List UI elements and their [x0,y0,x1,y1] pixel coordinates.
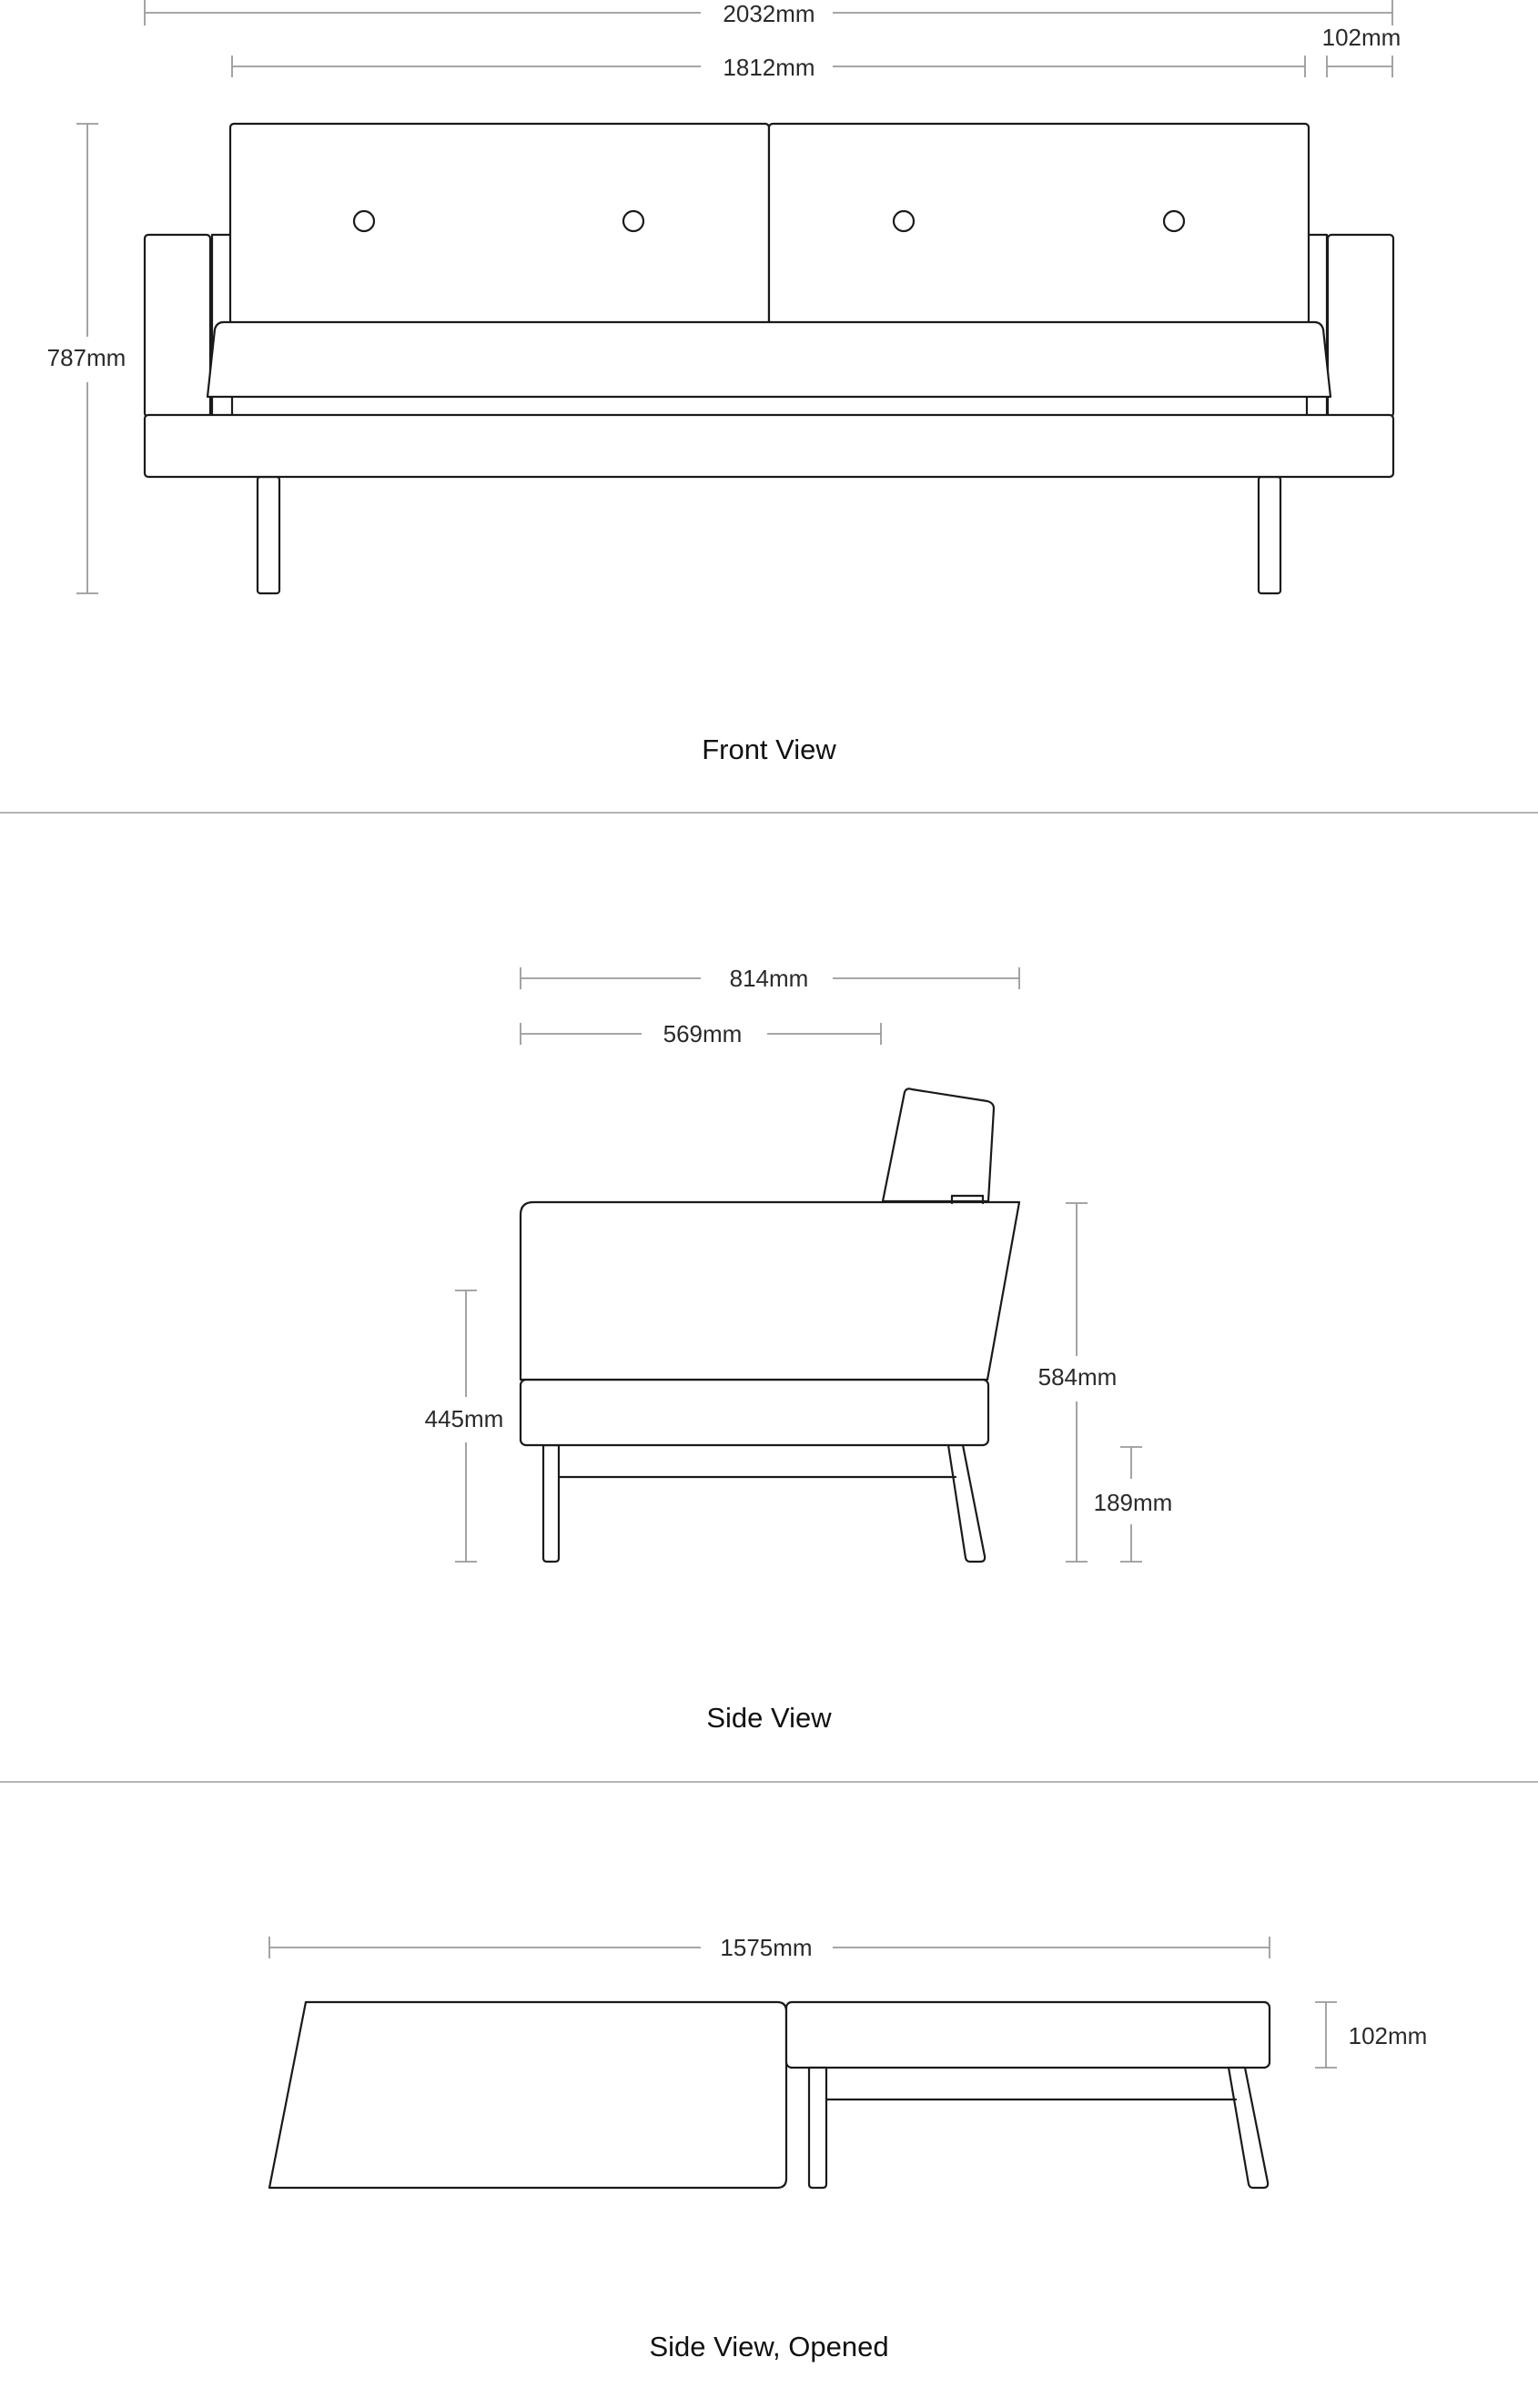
dim-seat-depth [521,1020,881,1047]
side-seat-base [521,1380,988,1445]
sofa-side-drawing [521,1088,1019,1562]
side-back-cushion [883,1088,994,1201]
dim-label-clearance: 189mm [1093,1489,1173,1516]
tuft-button [354,211,374,231]
dim-label-seat-height: 445mm [424,1405,504,1432]
armrest-left [145,235,210,417]
dim-seat-height [425,1290,504,1562]
armrest-right [1328,235,1393,417]
seat-cushion [207,322,1331,397]
sofa-front-drawing [145,124,1393,593]
dim-label-thickness: 102mm [1348,2022,1428,2049]
dim-label-arm-width: 102mm [1321,24,1401,51]
dim-label-opened-length: 1575mm [720,1934,813,1961]
dim-depth [521,965,1019,992]
dim-label-depth: 814mm [729,965,809,992]
dim-label-overall-width: 2032mm [723,0,815,27]
dim-inner-width [232,54,1305,81]
dim-label-arm-height: 584mm [1037,1363,1118,1391]
side-leg-front [543,1445,559,1562]
dim-height [47,124,126,593]
side-view [425,965,1173,1734]
caption-front-view: Front View [702,734,836,765]
dim-arm-width [1322,24,1401,77]
dim-label-height: 787mm [46,344,126,371]
caption-side-view-opened: Side View, Opened [649,2331,889,2362]
dim-clearance [1094,1447,1173,1562]
tuft-button [894,211,914,231]
side-leg-back [948,1445,985,1562]
dim-overall-width [145,0,1392,27]
opened-back-panel [269,2002,786,2188]
opened-leg-front [809,2068,826,2188]
side-arm-panel [521,1202,1019,1380]
base-rail [145,415,1393,477]
opened-seat-block [786,2002,1270,2068]
tuft-button [1164,211,1184,231]
dim-label-inner-width: 1812mm [723,54,815,81]
back-cushion-left [230,124,769,324]
side-view-opened [269,1934,1427,2362]
front-leg-right [1259,477,1280,593]
dim-opened-length [269,1934,1270,1961]
caption-side-view: Side View [706,1702,832,1734]
dim-thickness [1315,2002,1427,2068]
front-view [47,0,1401,765]
back-cushion-right [769,124,1309,324]
front-leg-left [258,477,279,593]
tuft-button [623,211,643,231]
opened-leg-back [1229,2068,1268,2188]
sofa-opened-drawing [269,2002,1270,2188]
dim-label-seat-depth: 569mm [663,1020,743,1047]
